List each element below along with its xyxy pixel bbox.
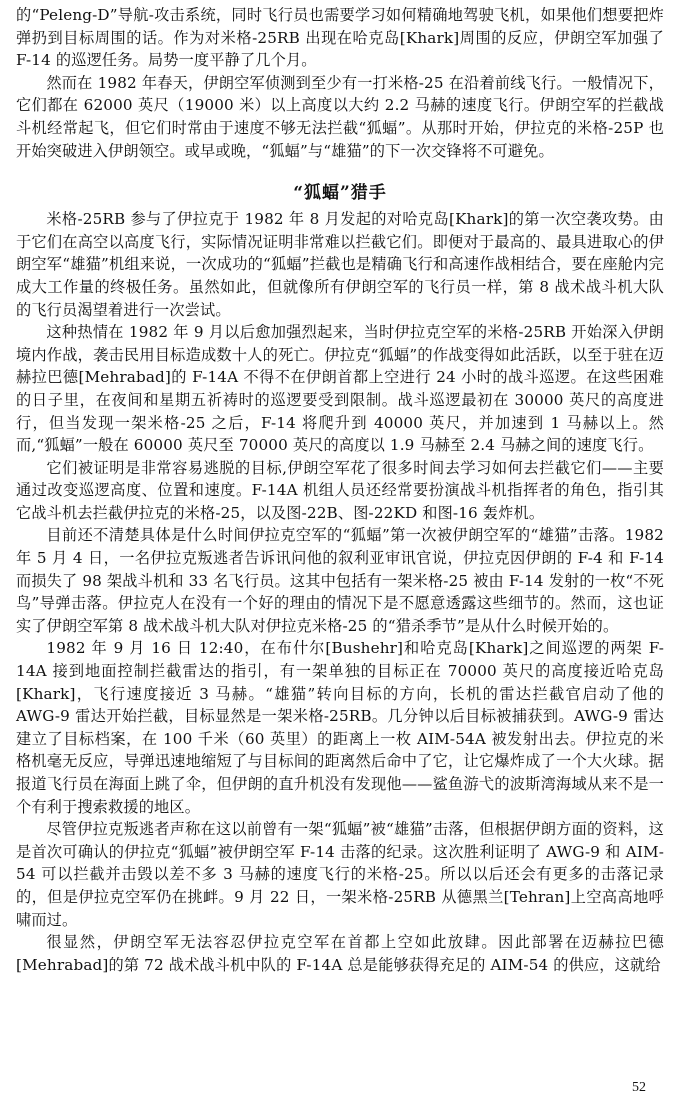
paragraph: 1982 年 9 月 16 日 12:40，在布什尔[Bushehr]和哈克岛[Khark]之间巡逻的两架 F-14A 接到地面控制拦截雷达的指引，有一架单独的目标正在 70000 英尺的高度接近哈克岛[Khark]，飞行速度接近 3 马赫。“雄猫”转向目标的方向，长机的雷达拦截官启动了他的 AWG-9 雷达开始拦截，目标显然是一架米格-25RB。几分钟以后目标被捕获到。AWG-9 雷达建立了目标档案，在 100 千米（60 英里）的距离上一枚 AIM-54A 被发射出去。伊拉克的米格机毫无反应，导弹迅速地缩短了与目标间的距离然后命中了它，让它爆炸成了一个大火球。据报道飞行员在海面上跳了伞，但伊朗的直升机没有发现他——鲨鱼游弋的波斯湾海域从来不是一个有利于搜索救援的地区。 xyxy=(16,639,664,816)
paragraph: 米格-25RB 参与了伊拉克于 1982 年 8 月发起的对哈克岛[Khark]的第一次空袭攻势。由于它们在高空以高度飞行，实际情况证明非常难以拦截它们。即便对于最高的、最具进取心的伊朗空军“雄猫”机组来说，一次成功的“狐蝠”拦截也是精确飞行和高速作战相结合，要在座舱内完成大工作量的终极任务。虽然如此，但就像所有伊朗空军的飞行员一样，第 8 战术战斗机大队的飞行员渴望着进行一次尝试。 xyxy=(16,210,664,319)
paragraph: 尽管伊拉克叛逃者声称在这以前曾有一架“狐蝠”被“雄猫”击落，但根据伊朗方面的资料，这是首次可确认的伊拉克“狐蝠”被伊朗空军 F-14 击落的纪录。这次胜利证明了 AWG-9 和 AIM-54 可以拦截并击毁以差不多 3 马赫的速度飞行的米格-25。所以以后还会有更多的击落记录的，但是伊拉克空军仍在挑衅。9 月 22 日，一架米格-25RB 从德黑兰[Tehran]上空高高地呼啸而过。 xyxy=(16,820,664,929)
document-page xyxy=(16,4,664,976)
paragraph: 它们被证明是非常容易逃脱的目标,伊朗空军花了很多时间去学习如何去拦截它们——主要通过改变巡逻高度、位置和速度。F-14A 机组人员还经常要扮演战斗机指挥者的角色，指引其它战斗机去拦截伊拉克的米格-25，以及图-22B、图-22KD 和图-16 轰炸机。 xyxy=(16,458,664,522)
page-number: 52 xyxy=(632,1080,646,1095)
section-title: “狐蝠”猎手 xyxy=(293,183,387,204)
paragraph: 这种热情在 1982 年 9 月以后愈加强烈起来，当时伊拉克空军的米格-25RB 开始深入伊朗境内作战，袭击民用目标造成数十人的死亡。伊拉克“狐蝠”的作战变得如此活跃，以至于驻在迈赫拉巴德[Mehrabad]的 F-14A 不得不在伊朗首都上空进行 24 小时的战斗巡逻。在这些困难的日子里，在夜间和星期五祈祷时的巡逻要受到限制。战斗巡逻最初在 30000 英尺的高度进行，但当发现一架米格-25 之后，F-14 将爬升到 40000 英尺，并加速到 1 马赫以上。然而,“狐蝠”一般在 60000 英尺至 70000 英尺的高度以 1.9 马赫至 2.4 马赫之间的速度飞行。 xyxy=(16,323,664,455)
paragraph: 目前还不清楚具体是什么时间伊拉克空军的“狐蝠”第一次被伊朗空军的“雄猫”击落。1982 年 5 月 4 日，一名伊拉克叛逃者告诉讯问他的叙利亚审讯官说，伊拉克因伊朗的 F-4 和 F-14 而损失了 98 架战斗机和 33 名飞行员。这其中包括有一架米格-25 被由 F-14 发射的一枚“不死鸟”导弹击落。伊拉克人在没有一个好的理由的情况下是不愿意透露这些细节的。然而，这也证实了伊朗空军第 8 战术战斗机大队对伊拉克米格-25 的“猎杀季节”是从什么时候开始的。 xyxy=(16,526,664,635)
paragraph: 很显然，伊朗空军无法容忍伊拉克空军在首都上空如此放肆。因此部署在迈赫拉巴德[Mehrabad]的第 72 战术战斗机中队的 F-14A 总是能够获得充足的 AIM-54 的供应，这就给 xyxy=(16,933,664,974)
paragraph: 然而在 1982 年春天，伊朗空军侦测到至少有一打米格-25 在沿着前线飞行。一般情况下，它们都在 62000 英尺（19000 米）以上高度以大约 2.2 马赫的速度飞行。伊朗空军的拦截战斗机经常起飞，但它们时常由于速度不够无法拦截“狐蝠”。从那时开始，伊拉克的米格-25P 也开始突破进入伊朗领空。或早或晚，“狐蝠”与“雄猫”的下一次交锋将不可避免。 xyxy=(16,73,664,160)
paragraph-continued: 的“Peleng-D”导航-攻击系统，同时飞行员也需要学习如何精确地驾驶飞机，如果他们想要把炸弹扔到目标周围的话。作为对米格-25RB 出现在哈克岛[Khark]周围的反应，伊朗空军加强了 F-14 的巡逻任务。局势一度平静了几个月。 xyxy=(16,6,664,70)
